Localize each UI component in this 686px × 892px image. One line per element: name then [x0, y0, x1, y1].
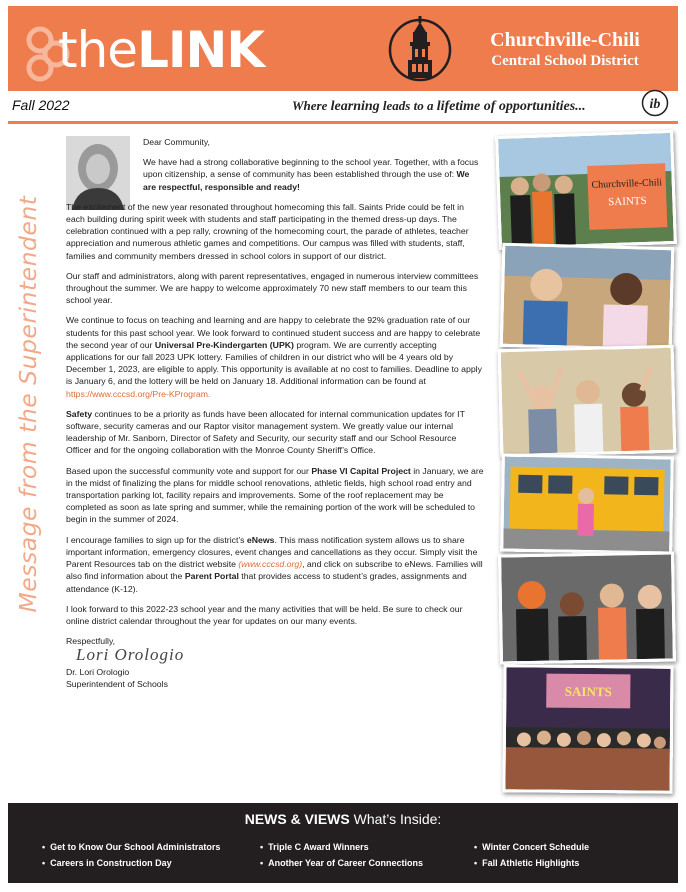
- letter-closing-text: Respectfully,: [66, 636, 116, 647]
- tagline-lifetime: lifetime of opportunities...: [436, 99, 586, 114]
- letter-signer-name: Dr. Lori Orologio: [66, 666, 130, 677]
- letter-p7-text-d: that provides access to student’s grades, assignments and attendance (K-12).: [66, 571, 467, 594]
- tagline-part1: Where: [292, 98, 331, 113]
- side-title: [0, 136, 56, 671]
- footer-column-2: [260, 839, 423, 871]
- footer-column-3: [474, 839, 589, 871]
- photo-pep-rally: [502, 664, 673, 793]
- district-name: [458, 28, 672, 70]
- letter-p5-bold: Safety: [66, 408, 93, 419]
- clock-tower-icon: [388, 10, 452, 86]
- letter-paragraph-2: The excitement of the new year resonated throughout homecoming this fall. Saints Pride could be felt in each building during spirit week with students and staff participating in the themed dress-up days. The celebration continued with a pep rally, crowning of the homecoming court, the parade of athletes, teacher appreciation and numerous athletic games and competitions. Our campus was filled with students, staff, families and community members dressed in school colors in support of our district.: [66, 201, 469, 261]
- masthead-title: [58, 20, 264, 80]
- letter-paragraph-3: Our staff and administrators, along with parent representatives, engaged in numerous interview committees throughout the summer. We are happy to welcome approximately 70 new staff members to our team this school year.: [66, 270, 479, 306]
- letter-p7-bold-portal: Parent Portal: [184, 571, 239, 582]
- photo-homecoming-sign: [495, 130, 677, 250]
- letter-p5-text: continues to be a priority as funds have been allocated for internal communication updates for IT software, security cameras and our Raptor visitor management system. We greatly value our internal leadership of Mr. Sanborn, Director of Safety and Security, our security staff and our School Resource Officer and for the ongoing collaboration with the Monroe County Sheriff’s Office.: [66, 408, 465, 456]
- side-title-text: Message from the Superintendent: [14, 195, 42, 613]
- letter-paragraph-7: [66, 534, 484, 595]
- district-name-line2: Central School District: [491, 53, 639, 69]
- letter-paragraph-1: [143, 156, 484, 193]
- footer-item: • Get to Know Our School Administrators: [42, 839, 220, 855]
- letter-p7-text-a: I encourage families to sign up for the district’s: [66, 534, 247, 545]
- footer-title: [8, 811, 678, 827]
- letter-greeting: Dear Community,: [143, 137, 210, 147]
- photo-classroom-cheer: [498, 345, 677, 458]
- letter-p1-text: We have had a strong collaborative beginning to the school year. Together, with a focus upon citizenship, a sense of community has been established through the use of:: [143, 157, 479, 180]
- district-name-line1: Churchville-Chili: [490, 29, 640, 51]
- letter-p6-text-a: Based upon the successful community vote and support for our: [66, 465, 312, 476]
- whats-inside-footer: [8, 803, 678, 883]
- tagline: [292, 98, 586, 115]
- footer-item: • Fall Athletic Highlights: [474, 855, 589, 871]
- letter-p7-text-b: . This mass notification system allows us to share important information, emergency closures, event changes and cancellations as they occur. Simply visit the Parent Resources tab on the district website: [66, 534, 478, 570]
- photo-elementary-students: [500, 243, 675, 351]
- letter-paragraph-6: [66, 465, 484, 526]
- ib-badge-text: ib: [649, 97, 661, 112]
- photo-spirit-week: [498, 551, 676, 664]
- letter-paragraph-8: I look forward to this 2022-23 school year and the many activities that will be held. Be sure to check our online district calendar throughout the year for updates on our many events.: [66, 603, 463, 626]
- footer-item: • Winter Concert Schedule: [474, 839, 589, 855]
- letter-p7-bold-enews: eNews: [246, 534, 275, 545]
- pre-k-program-link[interactable]: https://www.cccsd.org/Pre-KProgram.: [66, 388, 211, 399]
- issue-season: Fall 2022: [12, 97, 70, 113]
- letter-p4-text-a: We continue to focus on teaching and learning and are happy to celebrate the 92% graduation rate of our students for this past school year. We look forward to continued student success and are happy to celebrate the second year of our: [66, 315, 481, 350]
- letter-p6-bold: Phase VI Capital Project: [311, 465, 411, 476]
- masthead-the: the: [58, 21, 138, 79]
- letter-p6-text-b: in January, we are in the midst of finalizing the plans for middle school renovations, athletic fields, high school road entry and transportation parking lot, facility repairs and improvements. Some of the roof replacement may be completed as soon as late spring and summer, while the remaining portion of the work will be scheduled to begin in the summer of 2024.: [66, 465, 484, 525]
- header-rule: [8, 121, 678, 124]
- letter-p4-bold: Universal Pre-Kindergarten (UPK): [154, 339, 294, 350]
- photo-sign-line2: SAINTS: [607, 194, 647, 209]
- letter-p1-bold: We are respectful, responsible and ready!: [143, 169, 470, 192]
- superintendent-letter: [66, 136, 484, 690]
- photo-sign-line1: Churchville-Chili: [591, 177, 663, 191]
- signature: Lori Orologio: [76, 645, 185, 665]
- letter-closing: [66, 635, 484, 690]
- photo-school-bus: [500, 454, 674, 555]
- footer-title-bold: NEWS & VIEWS: [244, 811, 350, 827]
- tagline-part2: leads to a: [379, 98, 437, 113]
- footer-item: • Careers in Construction Day: [42, 855, 220, 871]
- tagline-learning: learning: [330, 99, 380, 114]
- ib-world-school-icon: [641, 89, 669, 117]
- letter-p4-text-b: program. We are currently accepting applications for our fall 2023 UPK lottery. Families of children in our district who will be 4 years old by December 1, 2023, are eligible to apply. This opportunity is available at no cost to families. Deadline to apply is January 6, and the lottery will be held on January 18. Additional information can be found at: [66, 339, 482, 387]
- footer-item: • Another Year of Career Connections: [260, 855, 423, 871]
- footer-title-rest: What’s Inside:: [349, 811, 442, 827]
- footer-column-1: [42, 839, 220, 871]
- letter-p7-text-c: , and click on subscribe to eNews. Families will also find information about the: [66, 559, 483, 582]
- letter-paragraph-5: [66, 408, 484, 457]
- photo-collage: [497, 133, 675, 793]
- letter-signer-title: Superintendent of Schools: [66, 678, 168, 689]
- masthead-link: LINK: [137, 21, 265, 79]
- district-website-link[interactable]: (www.cccsd.org): [238, 559, 303, 570]
- footer-item: • Triple C Award Winners: [260, 839, 423, 855]
- photo-banner-text: SAINTS: [564, 683, 612, 700]
- letter-paragraph-4: [66, 314, 484, 399]
